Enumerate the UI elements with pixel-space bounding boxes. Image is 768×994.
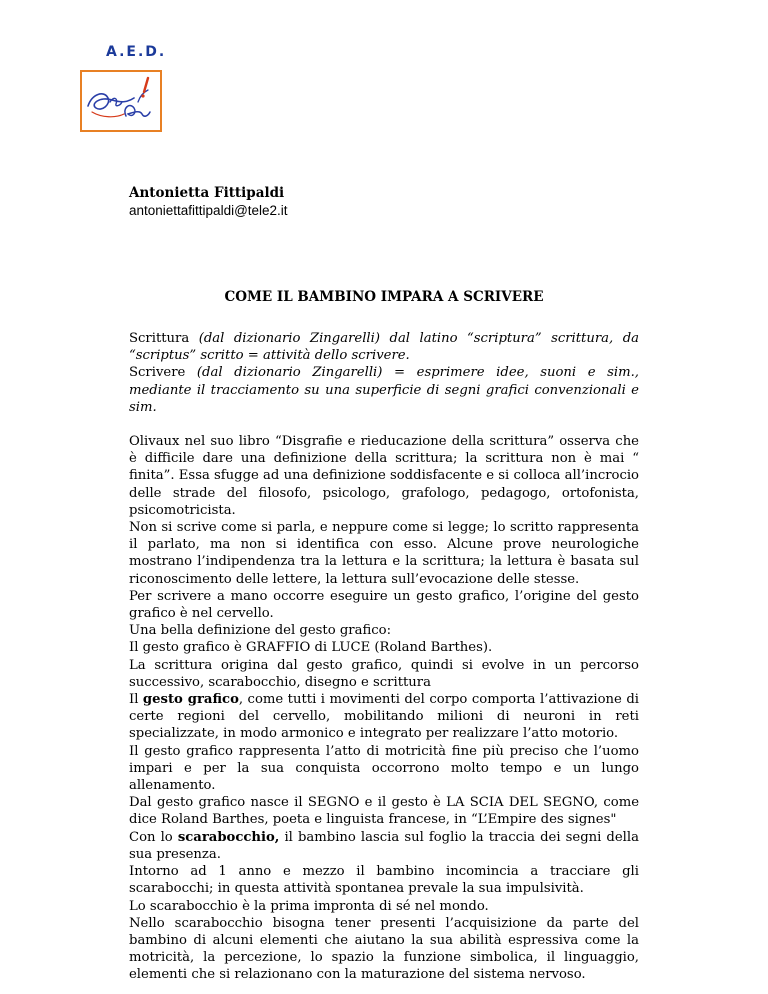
author-email: antoniettafittipaldi@tele2.it (129, 203, 288, 218)
definition-scrittura (129, 330, 639, 364)
definition-term: Scrivere (129, 365, 186, 381)
paragraph: Non si scrive come si parla, e neppure come si legge; lo scritto rappresenta il parlato, ma non si identifica con esso. Alcune prove neurologiche mostrano l’indipendenza tra la lettura e la scrittura; la lettura è basata sul riconoscimento delle lettere, la lettura sull’evocazione delle stesse. (129, 520, 639, 587)
bold-term: gesto grafico (142, 692, 239, 708)
paragraph: La scrittura origina dal gesto grafico, quindi si evolve in un percorso successivo, scarabocchio, disegno e scrittura (129, 657, 639, 690)
paragraph: Intorno ad 1 anno e mezzo il bambino incomincia a tracciare gli scarabocchi; in questa attività spontanea prevale la sua impulsività. (129, 864, 639, 897)
definition-text: (dal dizionario Zingarelli) dal latino “scriptura” scrittura, da “scriptus” scritto = attività dello scrivere. (129, 331, 639, 364)
definition-scrivere (129, 364, 639, 416)
document-title: COME IL BAMBINO IMPARA A SCRIVERE (224, 289, 544, 305)
disgrafie-logo-icon (82, 72, 160, 130)
definition-text: (dal dizionario Zingarelli) = esprimere idee, suoni e sim., mediante il tracciamento su una superficie di segni grafici convenzionali e sim. (129, 365, 639, 415)
bold-term: scarabocchio, (177, 829, 280, 845)
paragraph: Una bella definizione del gesto grafico: (129, 623, 392, 639)
paragraph: Il gesto grafico rappresenta l’atto di motricità fine più preciso che l’uomo impari e per la sua conquista occorrono molto tempo e un lungo allenamento. (129, 743, 639, 794)
paragraph (129, 829, 639, 863)
paragraph (129, 691, 639, 743)
paragraph: Nello scarabocchio bisogna tener presenti l’acquisizione da parte del bambino di alcuni elementi che aiutano la sua abilità espressiva come la motricità, la percezione, lo spazio la funzione simbolica, il linguaggio, elementi che si relazionano con la maturazione del sistema nervoso. (129, 915, 639, 983)
paragraph: Olivaux nel suo libro “Disgrafie e rieducazione della scrittura” osserva che è difficile dare una definizione della scrittura; la scrittura non è mai “ finita”. Essa sfugge ad una definizione soddisfacente e si colloca all’incrocio delle strade del filosofo, psicologo, grafologo, pedagogo, ortofonista, psicomotricista. (129, 434, 639, 518)
paragraph-text: Il (129, 692, 143, 708)
paragraph-text: il bambino lascia sul foglio la traccia dei segni della sua presenza. (129, 829, 639, 862)
aed-logo (80, 70, 162, 132)
logo-title: A.E.D. (106, 44, 167, 60)
paragraph-text: , come tutti i movimenti del corpo comporta l’attivazione di certe regioni del cervello, mobilitando milioni di neuroni in reti specializzate, in modo armonico e integrato per realizzare l’atto motorio. (129, 692, 639, 742)
paragraph: Per scrivere a mano occorre eseguire un gesto grafico, l’origine del gesto grafico è nel cervello. (129, 588, 639, 622)
document-body (129, 330, 639, 984)
author-name: Antonietta Fittipaldi (129, 185, 285, 201)
paragraph: Lo scarabocchio è la prima impronta di sé nel mondo. (129, 898, 489, 914)
paragraph-text: Con lo (129, 829, 178, 845)
paragraph: Il gesto grafico è GRAFFIO di LUCE (Roland Barthes). (129, 640, 493, 656)
paragraph: Dal gesto grafico nasce il SEGNO e il gesto è LA SCIA DEL SEGNO, come dice Roland Barthes, poeta e linguista francese, in “L’Empire des signes" (129, 795, 639, 828)
definition-term: Scrittura (129, 331, 190, 346)
